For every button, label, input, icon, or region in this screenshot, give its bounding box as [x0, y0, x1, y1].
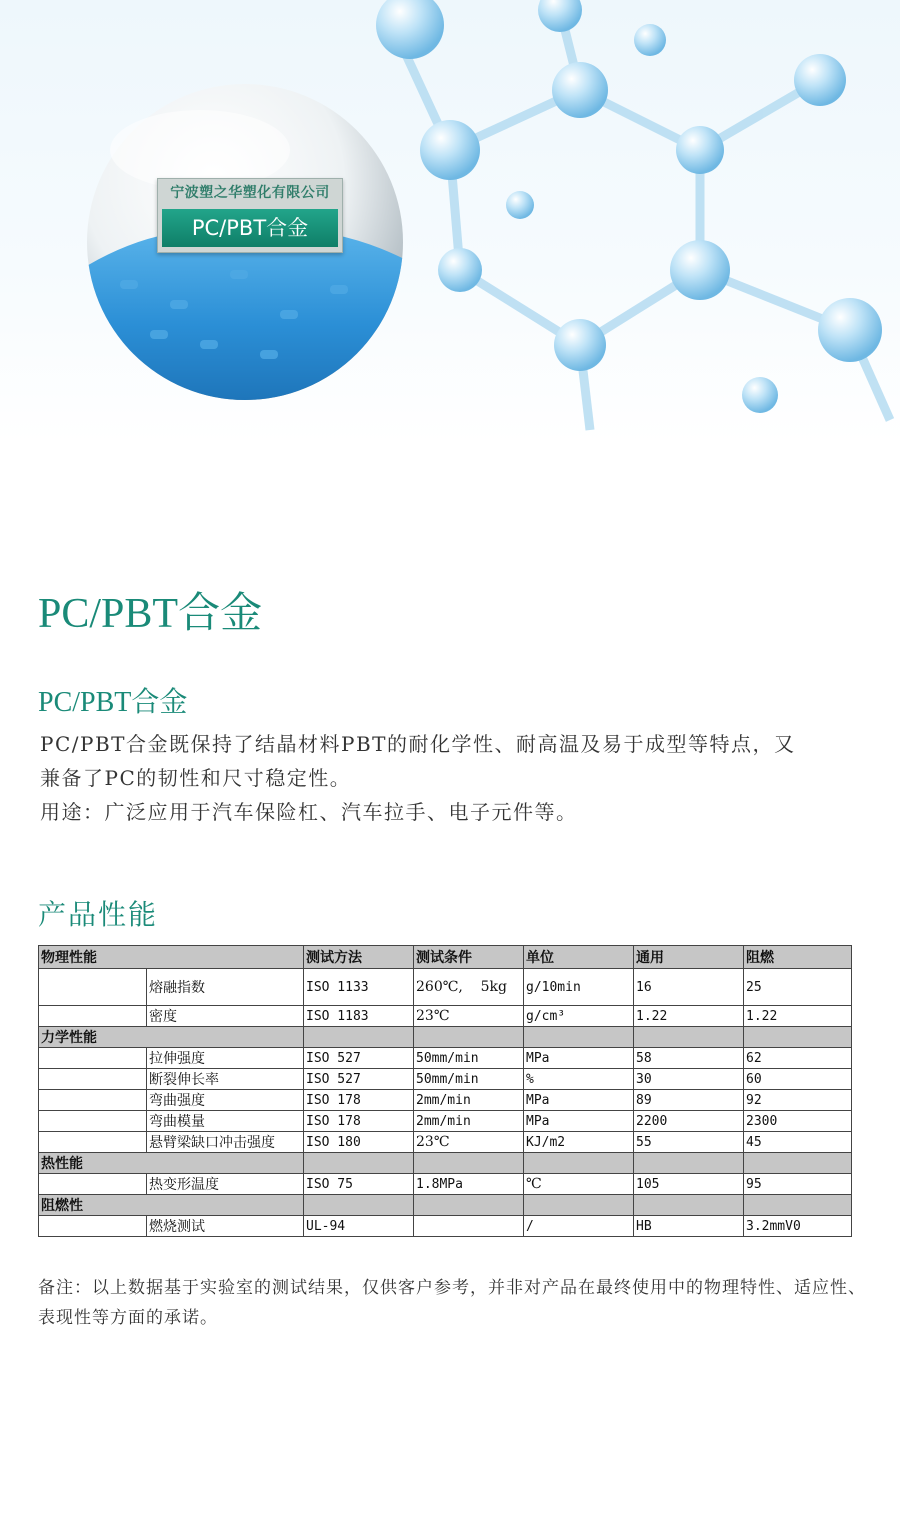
product-description	[40, 727, 870, 829]
test-method: ISO 527	[304, 1048, 414, 1069]
table-row	[39, 1174, 852, 1195]
page-title: PC/PBT合金	[38, 591, 263, 637]
spec-table	[38, 945, 852, 1237]
unit: %	[524, 1069, 634, 1090]
table-row	[39, 1216, 852, 1237]
value-general: 58	[634, 1048, 744, 1069]
value-flame: 95	[744, 1174, 852, 1195]
value-general: 55	[634, 1132, 744, 1153]
usage-line: 用途：广泛应用于汽车保险杠、汽车拉手、电子元件等。	[40, 800, 578, 824]
performance-title: 产品性能	[38, 898, 159, 931]
property-name: 密度	[147, 1006, 304, 1027]
test-condition: 1.8MPa	[414, 1174, 524, 1195]
value-general: HB	[634, 1216, 744, 1237]
hero-banner	[0, 0, 900, 443]
value-flame: 45	[744, 1132, 852, 1153]
value-general: 105	[634, 1174, 744, 1195]
table-row	[39, 1111, 852, 1132]
molecule-illustration	[0, 0, 900, 443]
unit: KJ/m2	[524, 1132, 634, 1153]
header-general: 通用	[634, 946, 744, 969]
test-method: ISO 1183	[304, 1006, 414, 1027]
table-row	[39, 1132, 852, 1153]
value-flame: 2300	[744, 1111, 852, 1132]
product-label: PC/PBT合金	[162, 209, 338, 247]
value-flame: 92	[744, 1090, 852, 1111]
unit: /	[524, 1216, 634, 1237]
category-row	[39, 1027, 852, 1048]
disclaimer-note: 备注：以上数据基于实验室的测试结果，仅供客户参考，并非对产品在最终使用中的物理特性、适应性、表现性等方面的承诺。	[38, 1278, 866, 1328]
test-condition: 2mm/min	[414, 1111, 524, 1132]
test-condition: 50mm/min	[414, 1069, 524, 1090]
property-name: 弯曲模量	[147, 1111, 304, 1132]
value-general: 89	[634, 1090, 744, 1111]
company-name: 宁波塑之华塑化有限公司	[170, 185, 330, 201]
test-method: ISO 180	[304, 1132, 414, 1153]
category-row	[39, 1153, 852, 1174]
value-flame: 25	[744, 969, 852, 1006]
test-method: ISO 75	[304, 1174, 414, 1195]
test-method: ISO 178	[304, 1090, 414, 1111]
header-method: 测试方法	[304, 946, 414, 969]
test-condition: 50mm/min	[414, 1048, 524, 1069]
description-line: PC/PBT合金既保持了结晶材料PBT的耐化学性、耐高温及易于成型等特点，又	[40, 732, 796, 756]
unit: MPa	[524, 1048, 634, 1069]
header-condition: 测试条件	[414, 946, 524, 969]
header-category: 物理性能	[39, 946, 304, 969]
test-method: ISO 527	[304, 1069, 414, 1090]
header-unit: 单位	[524, 946, 634, 969]
test-method: ISO 1133	[304, 969, 414, 1006]
property-name: 燃烧测试	[147, 1216, 304, 1237]
property-name: 弯曲强度	[147, 1090, 304, 1111]
unit: MPa	[524, 1111, 634, 1132]
value-general: 16	[634, 969, 744, 1006]
product-label-card	[157, 178, 343, 253]
category-label: 热性能	[39, 1153, 304, 1174]
category-label: 阻燃性	[39, 1195, 304, 1216]
table-row	[39, 969, 852, 1006]
property-name: 熔融指数	[147, 969, 304, 1006]
header-flame: 阻燃	[744, 946, 852, 969]
unit: g/cm³	[524, 1006, 634, 1027]
unit: MPa	[524, 1090, 634, 1111]
test-condition	[414, 1216, 524, 1237]
value-general: 1.22	[634, 1006, 744, 1027]
value-flame: 62	[744, 1048, 852, 1069]
table-row	[39, 1069, 852, 1090]
table-row	[39, 1006, 852, 1027]
property-name: 悬臂梁缺口冲击强度	[147, 1132, 304, 1153]
test-condition: 23℃	[414, 1132, 524, 1153]
test-method: ISO 178	[304, 1111, 414, 1132]
value-general: 30	[634, 1069, 744, 1090]
table-header-row	[39, 946, 852, 969]
value-flame: 3.2mmV0	[744, 1216, 852, 1237]
value-general: 2200	[634, 1111, 744, 1132]
category-row	[39, 1195, 852, 1216]
table-row	[39, 1048, 852, 1069]
unit: ℃	[524, 1174, 634, 1195]
table-row	[39, 1090, 852, 1111]
property-name: 断裂伸长率	[147, 1069, 304, 1090]
description-line: 兼备了PC的韧性和尺寸稳定性。	[40, 766, 352, 790]
property-name: 热变形温度	[147, 1174, 304, 1195]
unit: g/10min	[524, 969, 634, 1006]
test-method: UL-94	[304, 1216, 414, 1237]
test-condition: 23℃	[414, 1006, 524, 1027]
value-flame: 60	[744, 1069, 852, 1090]
value-flame: 1.22	[744, 1006, 852, 1027]
test-condition: 2mm/min	[414, 1090, 524, 1111]
category-label: 力学性能	[39, 1027, 304, 1048]
property-name: 拉伸强度	[147, 1048, 304, 1069]
product-subtitle: PC/PBT合金	[38, 687, 188, 718]
test-condition: 260℃, 5kg	[414, 969, 524, 1006]
